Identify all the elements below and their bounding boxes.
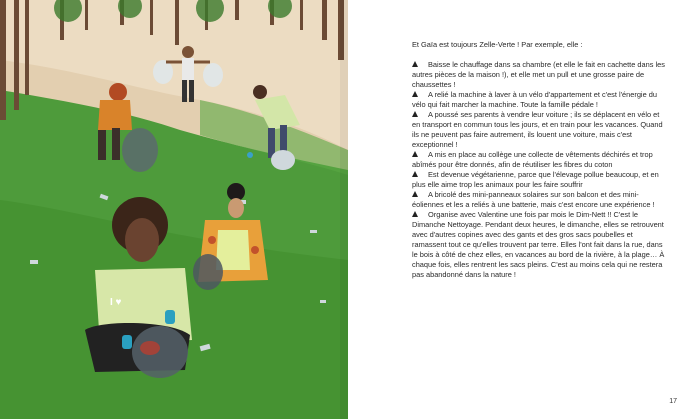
page-number: 17 [669,398,677,405]
body-text [412,40,668,280]
illustration-cleanup-scene [0,0,348,419]
text-page [348,0,699,419]
list-item: Organise avec Valentine une fois par mois le Dim-Nett !! C'est le Dimanche Nettoyage. Pendant deux heures, le dimanche, elles se retrouvent avec d'autres copines avec des gants et des gros sacs poubelles et ramassent tout ce qu'elles trouvent par terre. Elles l'ont fait dans la rue, dans le bois à côté de chez elles, en vacances au bord de la rivière, à la plage… À chaque fois, elles rentrent les sacs pleins. C'est au moins cela qui ne restera pas abandonné dans la nature ! [412,210,665,279]
triangle-bullet-icon [412,211,418,217]
list-item: A bricolé des mini-panneaux solaires sur son balcon et des mini-éoliennes et les a reliés à une batterie, mais c'est encore une expérience ! [412,190,655,209]
intro-paragraph: Et Gaïa est toujours Zelle-Verte ! Par exemple, elle : [412,40,583,49]
triangle-bullet-icon [412,91,418,97]
triangle-bullet-icon [412,61,418,67]
triangle-bullet-icon [412,151,418,157]
list-item: A poussé ses parents à vendre leur voiture ; ils se déplacent en vélo et en transport en commun tous les jours, et en train pour les vacances. Quand ils ne peuvent pas faire autrement, ils louent une voiture, mais c'est exceptionnel ! [412,110,663,149]
list-item: A mis en place au collège une collecte de vêtements déchirés et trop abîmés pour être donnés, afin de réutiliser les fibres du coton [412,150,653,169]
triangle-bullet-icon [412,111,418,117]
illustration-svg [0,0,348,419]
list-item: A relié la machine à laver à un vélo d'appartement et c'est l'énergie du vélo qui fait marcher la machine. Toute la famille pédale ! [412,90,657,109]
list-item: Est devenue végétarienne, parce que l'élevage pollue beaucoup, et en plus elle aime trop les animaux pour les faire souffrir [412,170,659,189]
triangle-bullet-icon [412,191,418,197]
triangle-bullet-icon [412,171,418,177]
list-item: Baisse le chauffage dans sa chambre (et elle le fait en cachette dans les autres pièces de la maison !), et elle met un pull et une grosse paire de chaussettes ! [412,60,665,89]
shirt-print: I ♥ [110,297,122,308]
